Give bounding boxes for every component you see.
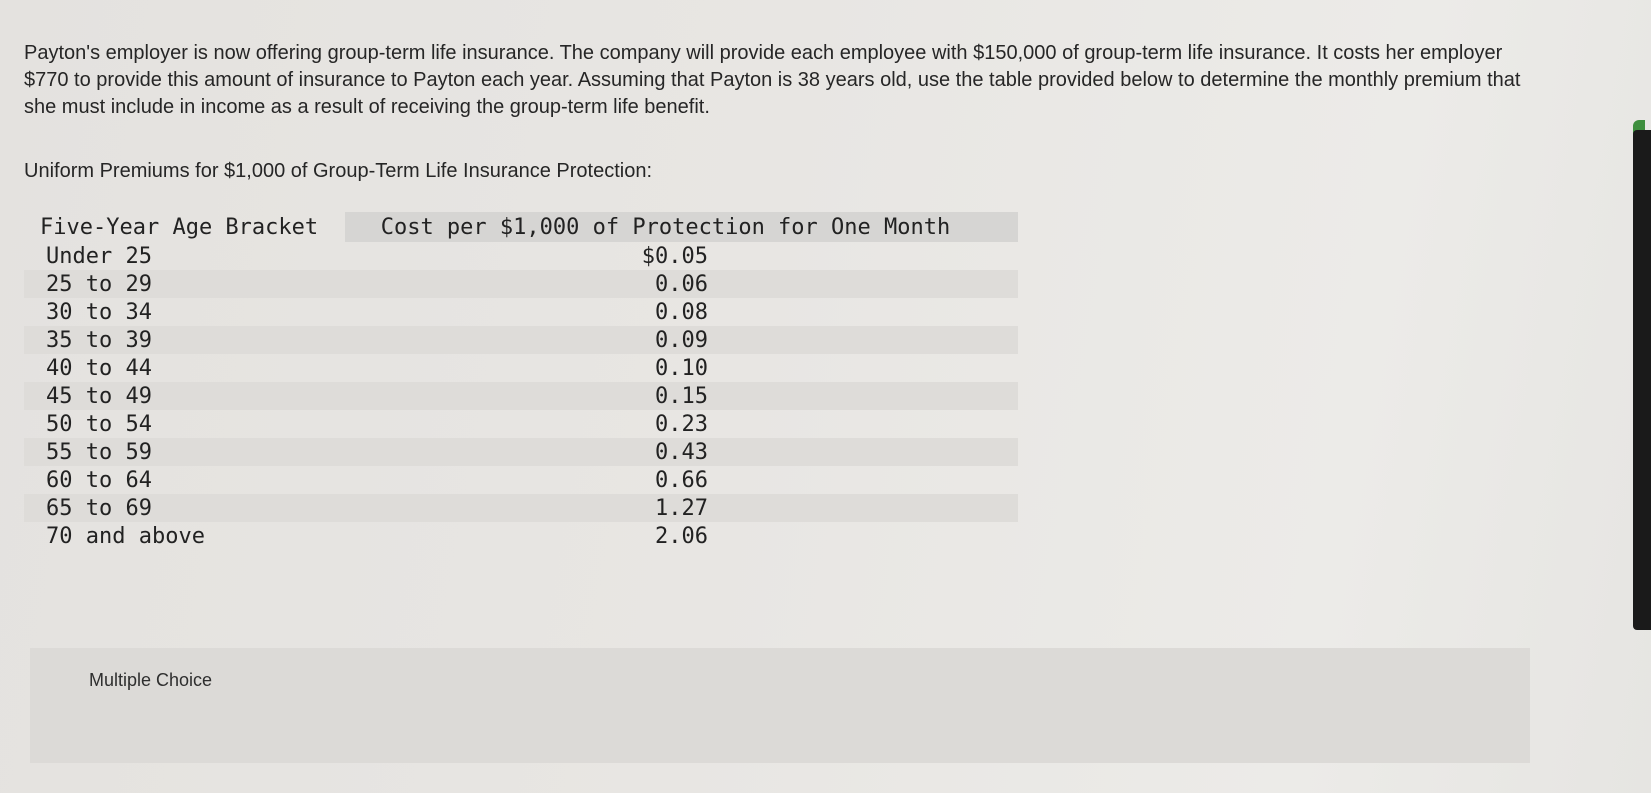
cost-cell: 1.27 xyxy=(345,494,1018,522)
table-row xyxy=(24,242,1018,270)
table-row xyxy=(24,382,1018,410)
table-row xyxy=(24,410,1018,438)
cost-cell: $0.05 xyxy=(641,243,708,269)
cost-cell: 0.66 xyxy=(655,467,708,493)
cost-cell: 0.15 xyxy=(345,382,1018,410)
age-bracket-header: Five-Year Age Bracket xyxy=(40,214,319,240)
table-row xyxy=(24,354,1018,382)
cost-cell: 0.10 xyxy=(655,355,708,381)
age-cell: 50 to 54 xyxy=(46,411,152,437)
age-cell: 70 and above xyxy=(46,523,205,549)
age-cell: 35 to 39 xyxy=(24,326,345,354)
table-row xyxy=(24,438,1018,466)
table-row xyxy=(24,522,1018,550)
age-cell: Under 25 xyxy=(46,243,152,269)
cost-cell: 2.06 xyxy=(655,523,708,549)
cost-header: Cost per $1,000 of Protection for One Month xyxy=(345,212,1018,242)
premium-table xyxy=(24,212,1018,550)
age-cell: 30 to 34 xyxy=(46,299,152,325)
table-header-row xyxy=(24,212,1018,242)
cost-cell: 0.09 xyxy=(345,326,1018,354)
multiple-choice-label: Multiple Choice xyxy=(89,670,213,690)
table-row xyxy=(24,270,1018,298)
cost-cell: 0.08 xyxy=(655,299,708,325)
table-row xyxy=(24,466,1018,494)
age-cell: 25 to 29 xyxy=(24,270,345,298)
cost-cell: 0.06 xyxy=(345,270,1018,298)
question-text: Payton's employer is now offering group-term life insurance. The company will provide each employee with $150,000 of group-term life insurance. It costs her employer $770 to provide this amount of insurance to Payton each year. Assuming that Payton is 38 years old, use the table provided below to determine the monthly premium that she must include in income as a result of receiving the group-term life benefit. xyxy=(24,42,1521,118)
age-cell: 45 to 49 xyxy=(24,382,345,410)
side-panel-edge xyxy=(1633,130,1651,630)
multiple-choice-panel xyxy=(30,648,1530,763)
table-row xyxy=(24,298,1018,326)
age-cell: 40 to 44 xyxy=(46,355,152,381)
table-row xyxy=(24,494,1018,522)
age-cell: 60 to 64 xyxy=(46,467,152,493)
age-cell: 65 to 69 xyxy=(24,494,345,522)
cost-cell: 0.43 xyxy=(345,438,1018,466)
age-cell: 55 to 59 xyxy=(24,438,345,466)
table-caption: Uniform Premiums for $1,000 of Group-Term Life Insurance Protection: xyxy=(24,160,653,182)
table-row xyxy=(24,326,1018,354)
cost-cell: 0.23 xyxy=(655,411,708,437)
